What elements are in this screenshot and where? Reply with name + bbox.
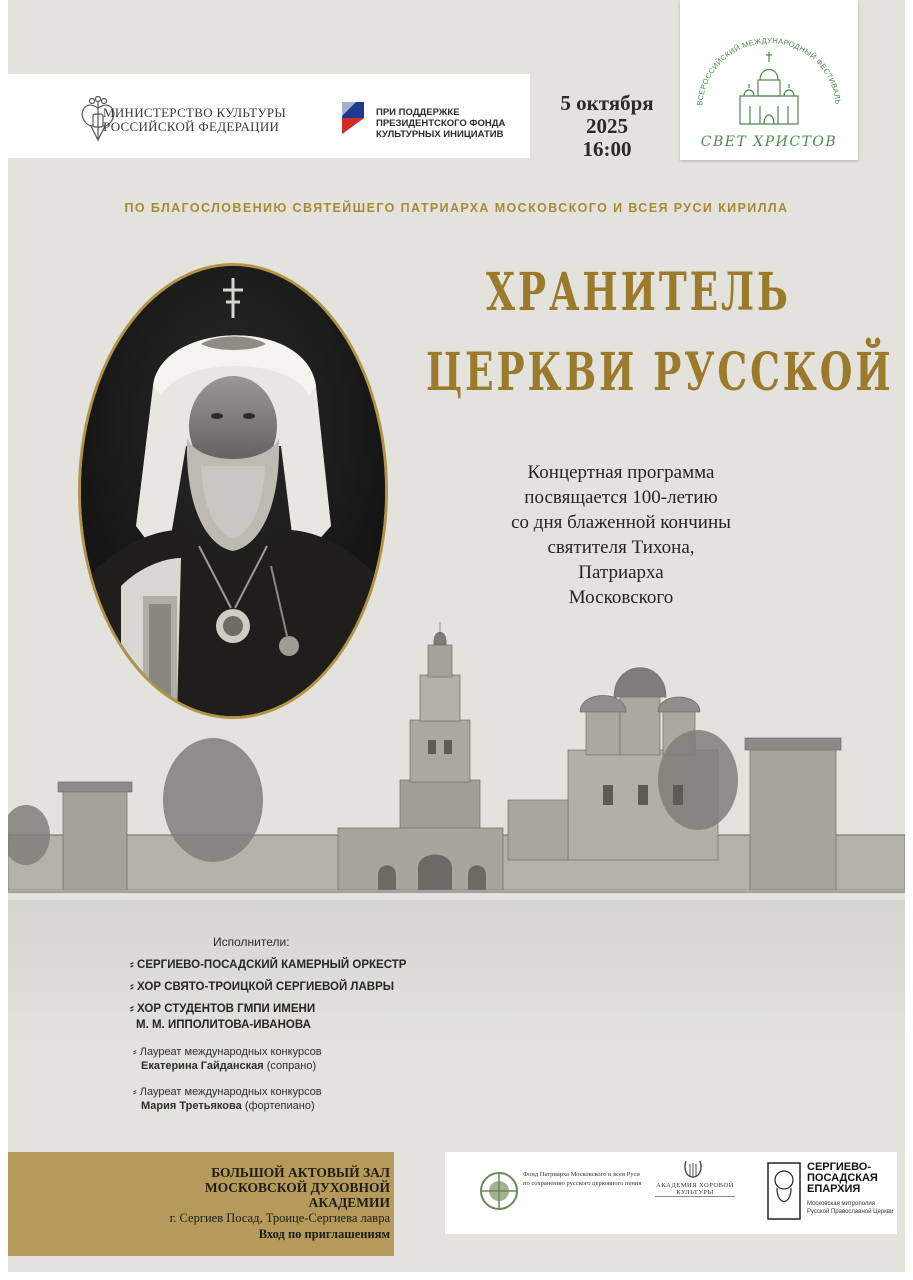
festival-logo-text: СВЕТ ХРИСТОВ <box>700 134 838 150</box>
bullet-icon: ⸗ <box>133 1086 140 1098</box>
date-day: 5 октября <box>560 91 654 115</box>
eparchy-subtitle <box>807 1200 893 1216</box>
fund-line-1: ПРИ ПОДДЕРЖКЕ <box>376 107 460 118</box>
portrait-photo <box>78 263 388 719</box>
ensemble-item <box>130 1002 315 1017</box>
choir-fund-line-2: по сохранению русского церковного пения <box>523 1180 642 1187</box>
performers-heading: Исполнители: <box>213 935 290 949</box>
ensemble-item <box>130 980 394 995</box>
venue-admission: Вход по приглашениям <box>258 1227 390 1241</box>
fund-text <box>376 107 505 140</box>
soloist-item <box>133 1045 322 1073</box>
subtitle-line: со дня блаженной кончины <box>511 512 731 533</box>
eparchy-name <box>807 1162 878 1195</box>
subtitle-line: Московского <box>568 587 674 608</box>
festival-arc-text: ВСЕРОССИЙСКИЙ МЕЖДУНАРОДНЫЙ ФЕСТИВАЛЬ <box>695 35 843 107</box>
soloist-role: (фортепиано) <box>244 1100 315 1112</box>
eparchy-line-3: ЕПАРХИЯ <box>807 1183 861 1195</box>
eparchy-line-1: СЕРГИЕВО- <box>807 1161 871 1173</box>
lyre-icon <box>681 1158 705 1180</box>
festival-logo-plate <box>680 0 858 160</box>
ensemble-name: ХОР СТУДЕНТОВ ГМПИ ИМЕНИ <box>137 1003 316 1015</box>
divider <box>655 1196 735 1197</box>
subtitle-line: посвящается 100-летию <box>524 487 718 508</box>
venue-info <box>136 1165 390 1242</box>
subtitle-line: святителя Тихона, <box>547 537 695 558</box>
bullet-icon: ⸗ <box>130 981 138 993</box>
academy-name: АКАДЕМИЯ ХОРОВОЙ КУЛЬТУРЫ <box>656 1182 734 1196</box>
ensemble-name-continued: М. М. ИППОЛИТОВА-ИВАНОВА <box>136 1019 311 1031</box>
eparchy-sub-line-2: Русской Православной Церкви <box>807 1209 894 1215</box>
date-year: 2025 <box>586 114 628 138</box>
ensemble-item <box>130 958 406 973</box>
fund-logo-icon <box>338 98 368 138</box>
soloist-item <box>133 1085 322 1113</box>
event-date <box>544 92 670 161</box>
saint-icon <box>767 1162 801 1220</box>
ornament-logo-icon <box>477 1164 521 1218</box>
festival-logo-icon <box>680 0 858 160</box>
poster <box>8 0 905 1272</box>
subtitle-line: Патриарха <box>578 562 664 583</box>
date-time: 16:00 <box>582 137 632 161</box>
title-line-2: ЦЕРКВИ РУССКОЙ <box>426 342 894 403</box>
venue-line: БОЛЬШОЙ АКТОВЫЙ ЗАЛ <box>211 1165 390 1180</box>
fund-line-2: ПРЕЗИДЕНТСКОГО ФОНДА <box>376 118 506 129</box>
patriarch-portrait <box>81 266 385 716</box>
bullet-icon: ⸗ <box>130 959 138 971</box>
choir-fund-line-1: Фонд Патриарха Московского и всея Руси <box>523 1171 640 1178</box>
ministry-line-1: МИНИСТЕРСТВО КУЛЬТУРЫ <box>103 105 287 120</box>
eparchy-sub-line-1: Московская митрополия <box>807 1201 876 1207</box>
bullet-icon: ⸗ <box>130 1003 138 1015</box>
ensemble-name: ХОР СВЯТО-ТРОИЦКОЙ СЕРГИЕВОЙ ЛАВРЫ <box>137 981 395 993</box>
eparchy-line-2: ПОСАДСКАЯ <box>807 1172 878 1184</box>
program-description <box>446 460 796 610</box>
title-line-1: ХРАНИТЕЛЬ <box>486 262 791 323</box>
partners-plate <box>445 1152 897 1234</box>
subtitle-line: Концертная программа <box>527 462 715 483</box>
soloist-role: (сопрано) <box>266 1060 317 1072</box>
ministry-name <box>103 106 286 134</box>
soloist-title: Лауреат международных конкурсов <box>139 1086 322 1098</box>
venue-line: МОСКОВСКОЙ ДУХОВНОЙ <box>204 1180 390 1195</box>
venue-address: г. Сергиев Посад, Троице-Сергиева лавра <box>169 1211 390 1225</box>
ministry-line-2: РОССИЙСКОЙ ФЕДЕРАЦИИ <box>103 119 280 134</box>
soloist-name: Екатерина Гайданская <box>141 1060 264 1072</box>
fund-line-3: КУЛЬТУРНЫХ ИНИЦИАТИВ <box>376 129 504 140</box>
venue-line: АКАДЕМИИ <box>308 1195 390 1210</box>
choir-fund-text <box>523 1170 651 1188</box>
soloist-title: Лауреат международных конкурсов <box>139 1046 322 1058</box>
soloist-name: Мария Третьякова <box>141 1100 242 1112</box>
bullet-icon: ⸗ <box>133 1046 140 1058</box>
ensemble-name: СЕРГИЕВО-ПОСАДСКИЙ КАМЕРНЫЙ ОРКЕСТР <box>137 959 407 971</box>
blessing-line: ПО БЛАГОСЛОВЕНИЮ СВЯТЕЙШЕГО ПАТРИАРХА МОСКОВСКОГО И ВСЕЯ РУСИ КИРИЛЛА <box>124 201 789 215</box>
